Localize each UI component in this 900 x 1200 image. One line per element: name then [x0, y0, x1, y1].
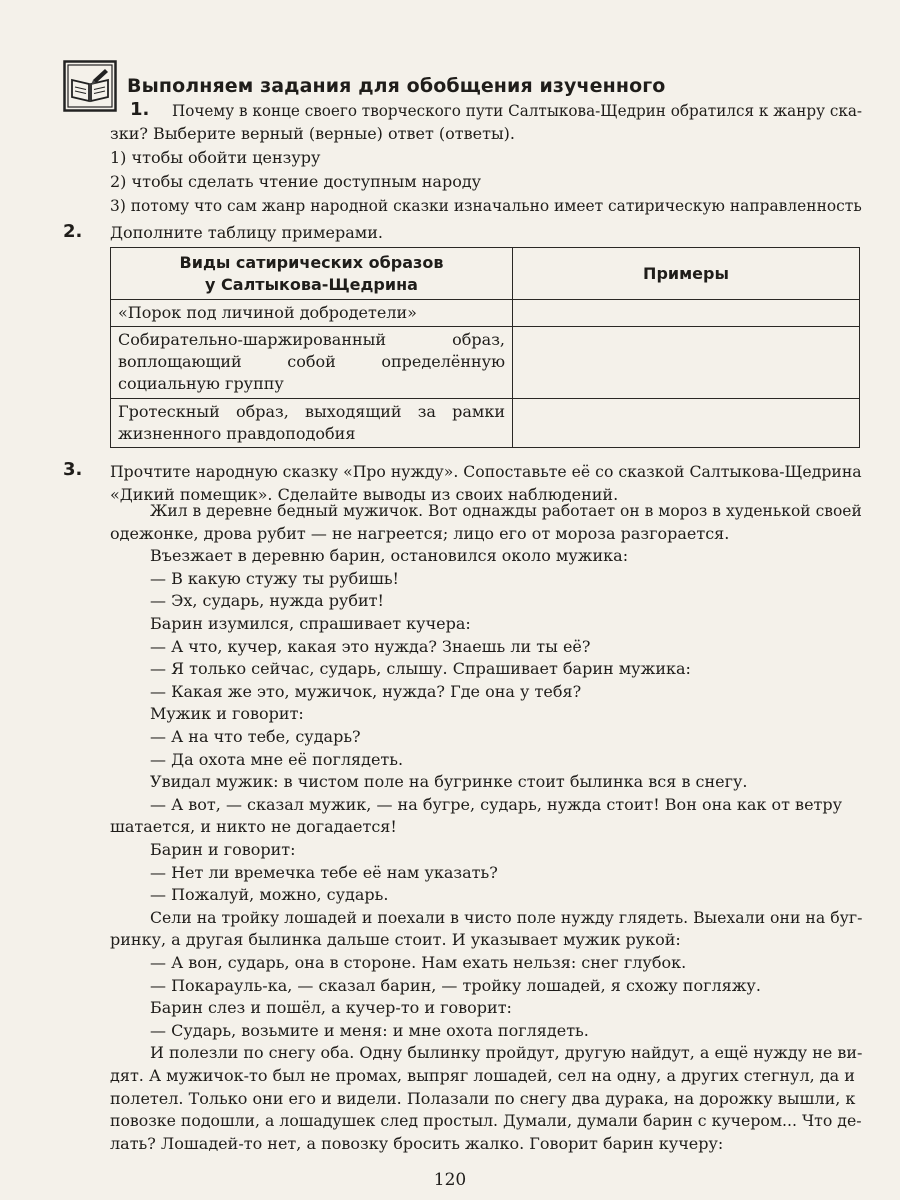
story-line: полетел. Только они его и видели. Полазали по снегу два дурака, на дорожку вышли, к	[110, 1088, 856, 1108]
story-line: Въезжает в деревню барин, остановился около мужика:	[150, 546, 629, 566]
story-line: Жил в деревне бедный мужичок. Вот однажды работает он в мороз в худенькой своей	[150, 501, 862, 520]
task-1-question-line: Почему в конце своего творческого пути Салтыкова-Щедрин обратился к жанру ска-	[172, 101, 863, 120]
table-cell-example-blank[interactable]	[513, 327, 860, 399]
task-1-question-line: зки? Выберите верный (верные) ответ (ответы).	[110, 124, 515, 143]
story-line: ринку, а другая былинка дальше стоит. И указывает мужик рукой:	[110, 930, 681, 950]
story-line: повозке подошли, а лошадушек след простыл. Думали, думали барин с кучером... Что де-	[110, 1111, 862, 1131]
table-row	[111, 300, 860, 327]
story-line: — Сударь, возьмите и меня: и мне охота поглядеть.	[150, 1020, 589, 1040]
table-header-row	[111, 248, 860, 300]
story-line: — А вон, сударь, она в стороне. Нам ехать нельзя: снег глубок.	[150, 953, 687, 972]
task-1-option: 1) чтобы обойти цензуру	[110, 148, 321, 167]
table-cell-example-blank[interactable]	[513, 300, 860, 327]
task-3-instruction-line: Прочтите народную сказку «Про нужду». Сопоставьте её со сказкой Салтыкова-Щедрина	[110, 462, 862, 481]
story-line: И полезли по снегу оба. Одну былинку пройдут, другую найдут, а ещё нужду не ви-	[150, 1043, 863, 1063]
satire-table	[110, 247, 860, 448]
table-cell-example-blank[interactable]	[513, 399, 860, 448]
story-line: — А вот, — сказал мужик, — на бугре, сударь, нужда стоит! Вон она как от ветру	[150, 794, 843, 814]
story-line: Сели на тройку лошадей и поехали в чисто поле нужду глядеть. Выехали они на буг-	[150, 907, 863, 927]
story-line: Барин и говорит:	[150, 840, 296, 859]
page-number: 120	[433, 1170, 467, 1190]
story-line: лать? Лошадей-то нет, а повозку бросить жалко. Говорит барин кучеру:	[110, 1133, 724, 1153]
story-line: Барин изумился, спрашивает кучера:	[150, 614, 471, 633]
table-cell-type: «Порок под личиной добродетели»	[111, 300, 513, 327]
table-cell-type: Собирательно-шаржированный образ, воплощающий собой определённую социальную группу	[111, 327, 513, 399]
story-line: — Нет ли времечка тебе её нам указать?	[150, 862, 498, 882]
story-line: — Пожалуй, можно, сударь.	[150, 885, 389, 905]
table-row	[111, 399, 860, 448]
story-line: — Покарауль-ка, — сказал барин, — тройку лошадей, я схожу погляжу.	[150, 975, 761, 995]
story-line: дят. А мужичок-то был не промах, выпряг лошадей, сел на одну, а других стегнул, да и	[110, 1066, 855, 1085]
story-line: — Да охота мне её поглядеть.	[150, 749, 404, 769]
story-line: — Какая же это, мужичок, нужда? Где она у тебя?	[150, 681, 582, 701]
task-2-instruction: Дополните таблицу примерами.	[110, 223, 383, 242]
story-line: — А что, кучер, какая это нужда? Знаешь ли ты её?	[150, 636, 591, 656]
story-line: — Эх, сударь, нужда рубит!	[150, 591, 384, 611]
task-1-option: 2) чтобы сделать чтение доступным народу	[110, 172, 482, 191]
open-book-icon	[63, 60, 117, 112]
task-3-instruction-line: «Дикий помещик». Сделайте выводы из своих наблюдений.	[110, 485, 619, 504]
table-header-examples: Примеры	[513, 248, 860, 300]
story-line: Барин слез и пошёл, а кучер-то и говорит:	[150, 998, 512, 1018]
section-title: Выполняем задания для обобщения изученного	[127, 75, 666, 97]
table-header-types: Виды сатирических образов у Салтыкова-Щедрина	[111, 248, 513, 300]
table-cell-type: Гротескный образ, выходящий за рамки жизненного правдоподобия	[111, 399, 513, 448]
story-line: одежонке, дрова рубит — не нагреется; лицо его от мороза разгорается.	[110, 523, 730, 543]
story-line: Увидал мужик: в чистом поле на бугринке стоит былинка вся в снегу.	[150, 772, 748, 792]
story-line: — В какую стужу ты рубишь!	[150, 568, 399, 588]
task-1-number: 1.	[130, 99, 150, 120]
story-line: Мужик и говорит:	[150, 704, 304, 724]
table-row	[111, 327, 860, 399]
task-2-number: 2.	[63, 221, 83, 242]
story-line: — Я только сейчас, сударь, слышу. Спрашивает барин мужика:	[150, 659, 691, 679]
story-line: шатается, и никто не догадается!	[110, 817, 397, 837]
task-3-number: 3.	[63, 459, 83, 480]
task-1-option: 3) потому что сам жанр народной сказки изначально имеет сатирическую направленность	[110, 196, 862, 215]
story-line: — А на что тебе, сударь?	[150, 727, 361, 746]
